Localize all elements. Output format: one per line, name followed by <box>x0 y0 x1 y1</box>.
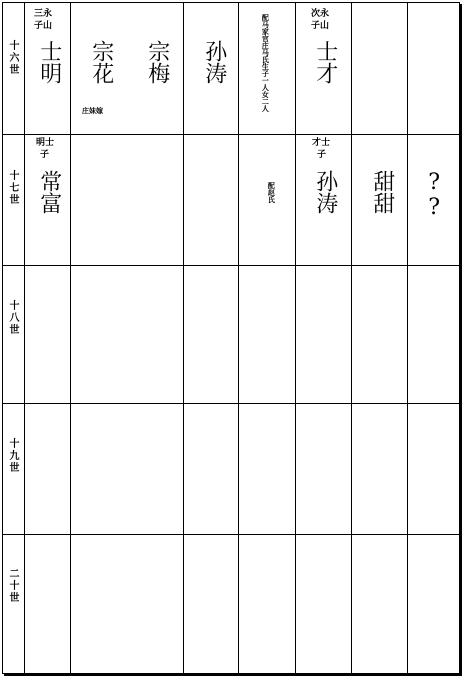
generation-label: 十九世 <box>7 438 18 474</box>
generation-label: 二十世 <box>7 568 18 604</box>
genealogy-note: 庄妹嫁 <box>82 106 103 115</box>
generation-label: 十六世 <box>7 40 18 76</box>
person-name: 孙涛 <box>312 170 338 214</box>
column-divider <box>24 3 25 673</box>
column-divider <box>407 3 408 673</box>
generation-label: 十七世 <box>7 170 18 206</box>
person-name: 士明 <box>36 40 62 84</box>
page-shadow-bottom <box>4 673 462 676</box>
row-divider <box>3 534 459 535</box>
column-divider <box>183 3 184 673</box>
person-name: 宗梅 <box>144 40 170 84</box>
person-name: 孙涛 <box>201 40 227 84</box>
row-divider <box>3 265 459 266</box>
genealogy-note: 明士 <box>36 138 55 148</box>
genealogy-note: 配马家官庄马氏生子一人女二人 <box>261 14 271 112</box>
column-divider <box>295 3 296 673</box>
genealogy-note: 子山 <box>311 21 330 31</box>
genealogy-note: 三永 <box>34 9 53 19</box>
row-divider <box>3 134 459 135</box>
genealogy-note: 才士 <box>312 138 331 148</box>
person-name: 甜甜 <box>369 170 395 214</box>
row-divider <box>3 403 459 404</box>
page-shadow-right <box>459 4 462 676</box>
genealogy-note: 子 <box>317 150 327 160</box>
genealogy-note: 子 <box>40 150 50 160</box>
person-name: 士才 <box>312 40 338 84</box>
person-name: 常富 <box>36 170 62 214</box>
person-name: 宗花 <box>88 40 114 84</box>
column-divider <box>351 3 352 673</box>
unknown-name: ?? <box>421 170 447 220</box>
genealogy-note: 配赵氏 <box>267 182 277 203</box>
column-divider <box>70 3 71 673</box>
generation-label: 十八世 <box>7 300 18 336</box>
genealogy-note: 次永 <box>311 9 330 19</box>
column-divider <box>238 3 239 673</box>
genealogy-note: 子山 <box>34 21 53 31</box>
